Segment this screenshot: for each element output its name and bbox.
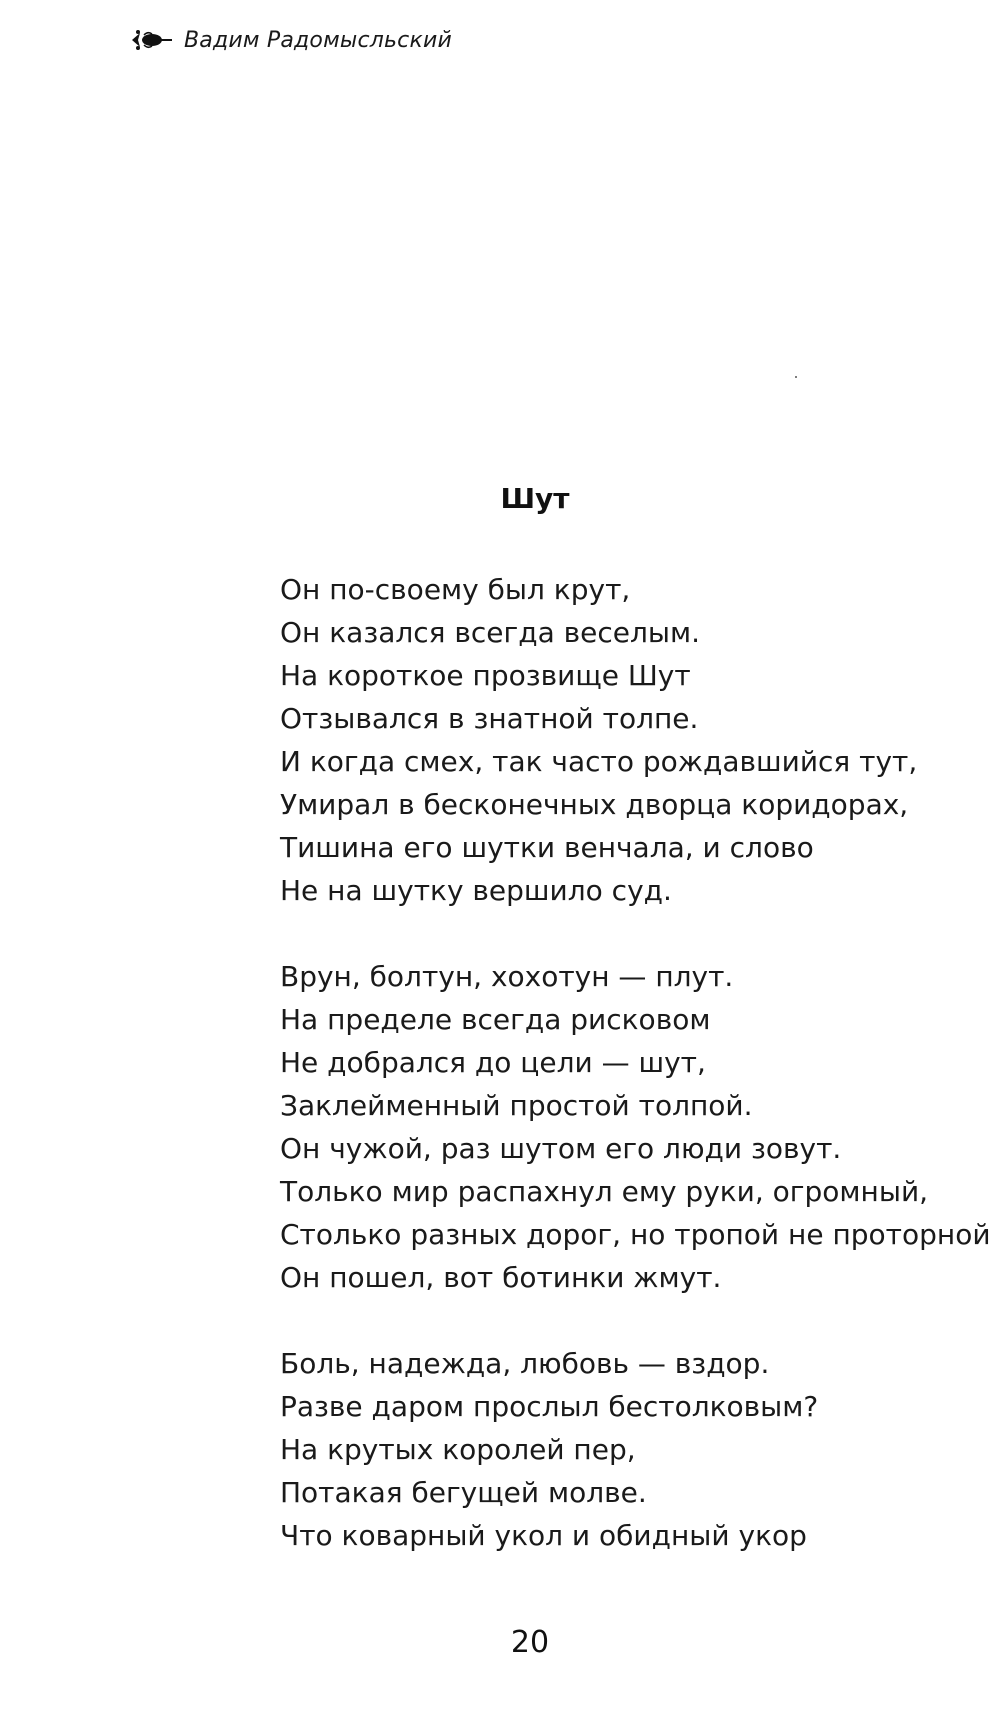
poem-line: Потакая бегущей молве. bbox=[280, 1476, 647, 1509]
poem-line: Он казался всегда веселым. bbox=[280, 616, 701, 649]
poem-line: Только мир распахнул ему руки, огромный, bbox=[280, 1175, 929, 1208]
poem-line: Разве даром прослыл бестолковым? bbox=[280, 1390, 819, 1423]
stanza-1 bbox=[280, 568, 980, 912]
author-name: Вадим Радомысльский bbox=[184, 27, 452, 53]
poem-line: И когда смех, так часто рождавшийся тут, bbox=[280, 745, 918, 778]
poem-line: Не добрался до цели — шут, bbox=[280, 1046, 706, 1079]
stanza-2 bbox=[280, 955, 991, 1299]
poem-body bbox=[280, 568, 991, 1600]
poem-line: На крутых королей пер, bbox=[280, 1433, 636, 1466]
poem-line: Боль, надежда, любовь — вздор. bbox=[280, 1347, 770, 1380]
poem-title: Шут bbox=[500, 482, 570, 515]
poem-line: Он по-своему был крут, bbox=[280, 573, 631, 606]
page-number: 20 bbox=[510, 1625, 550, 1660]
print-speck bbox=[795, 376, 797, 378]
poem-line: На пределе всегда рисковом bbox=[280, 1003, 711, 1036]
poem-line: Он чужой, раз шутом его люди зовут. bbox=[280, 1132, 842, 1165]
fleuron-ornament-icon bbox=[130, 28, 174, 52]
poem-line: Он пошел, вот ботинки жмут. bbox=[280, 1261, 722, 1294]
poem-line: Отзывался в знатной толпе. bbox=[280, 702, 699, 735]
poem-line: Заклейменный простой толпой. bbox=[280, 1089, 753, 1122]
poem-line: Тишина его шутки венчала, и слово bbox=[280, 831, 814, 864]
poem-line: Умирал в бесконечных дворца коридорах, bbox=[280, 788, 909, 821]
poem-line: Что коварный укол и обидный укор bbox=[280, 1519, 807, 1552]
poem-line: Столько разных дорог, но тропой не проторной bbox=[280, 1218, 991, 1251]
poem-line: На короткое прозвище Шут bbox=[280, 659, 691, 692]
stanza-3 bbox=[280, 1342, 980, 1557]
running-header bbox=[130, 20, 452, 60]
poem-line: Не на шутку вершило суд. bbox=[280, 874, 672, 907]
poem-line: Врун, болтун, хохотун — плут. bbox=[280, 960, 734, 993]
